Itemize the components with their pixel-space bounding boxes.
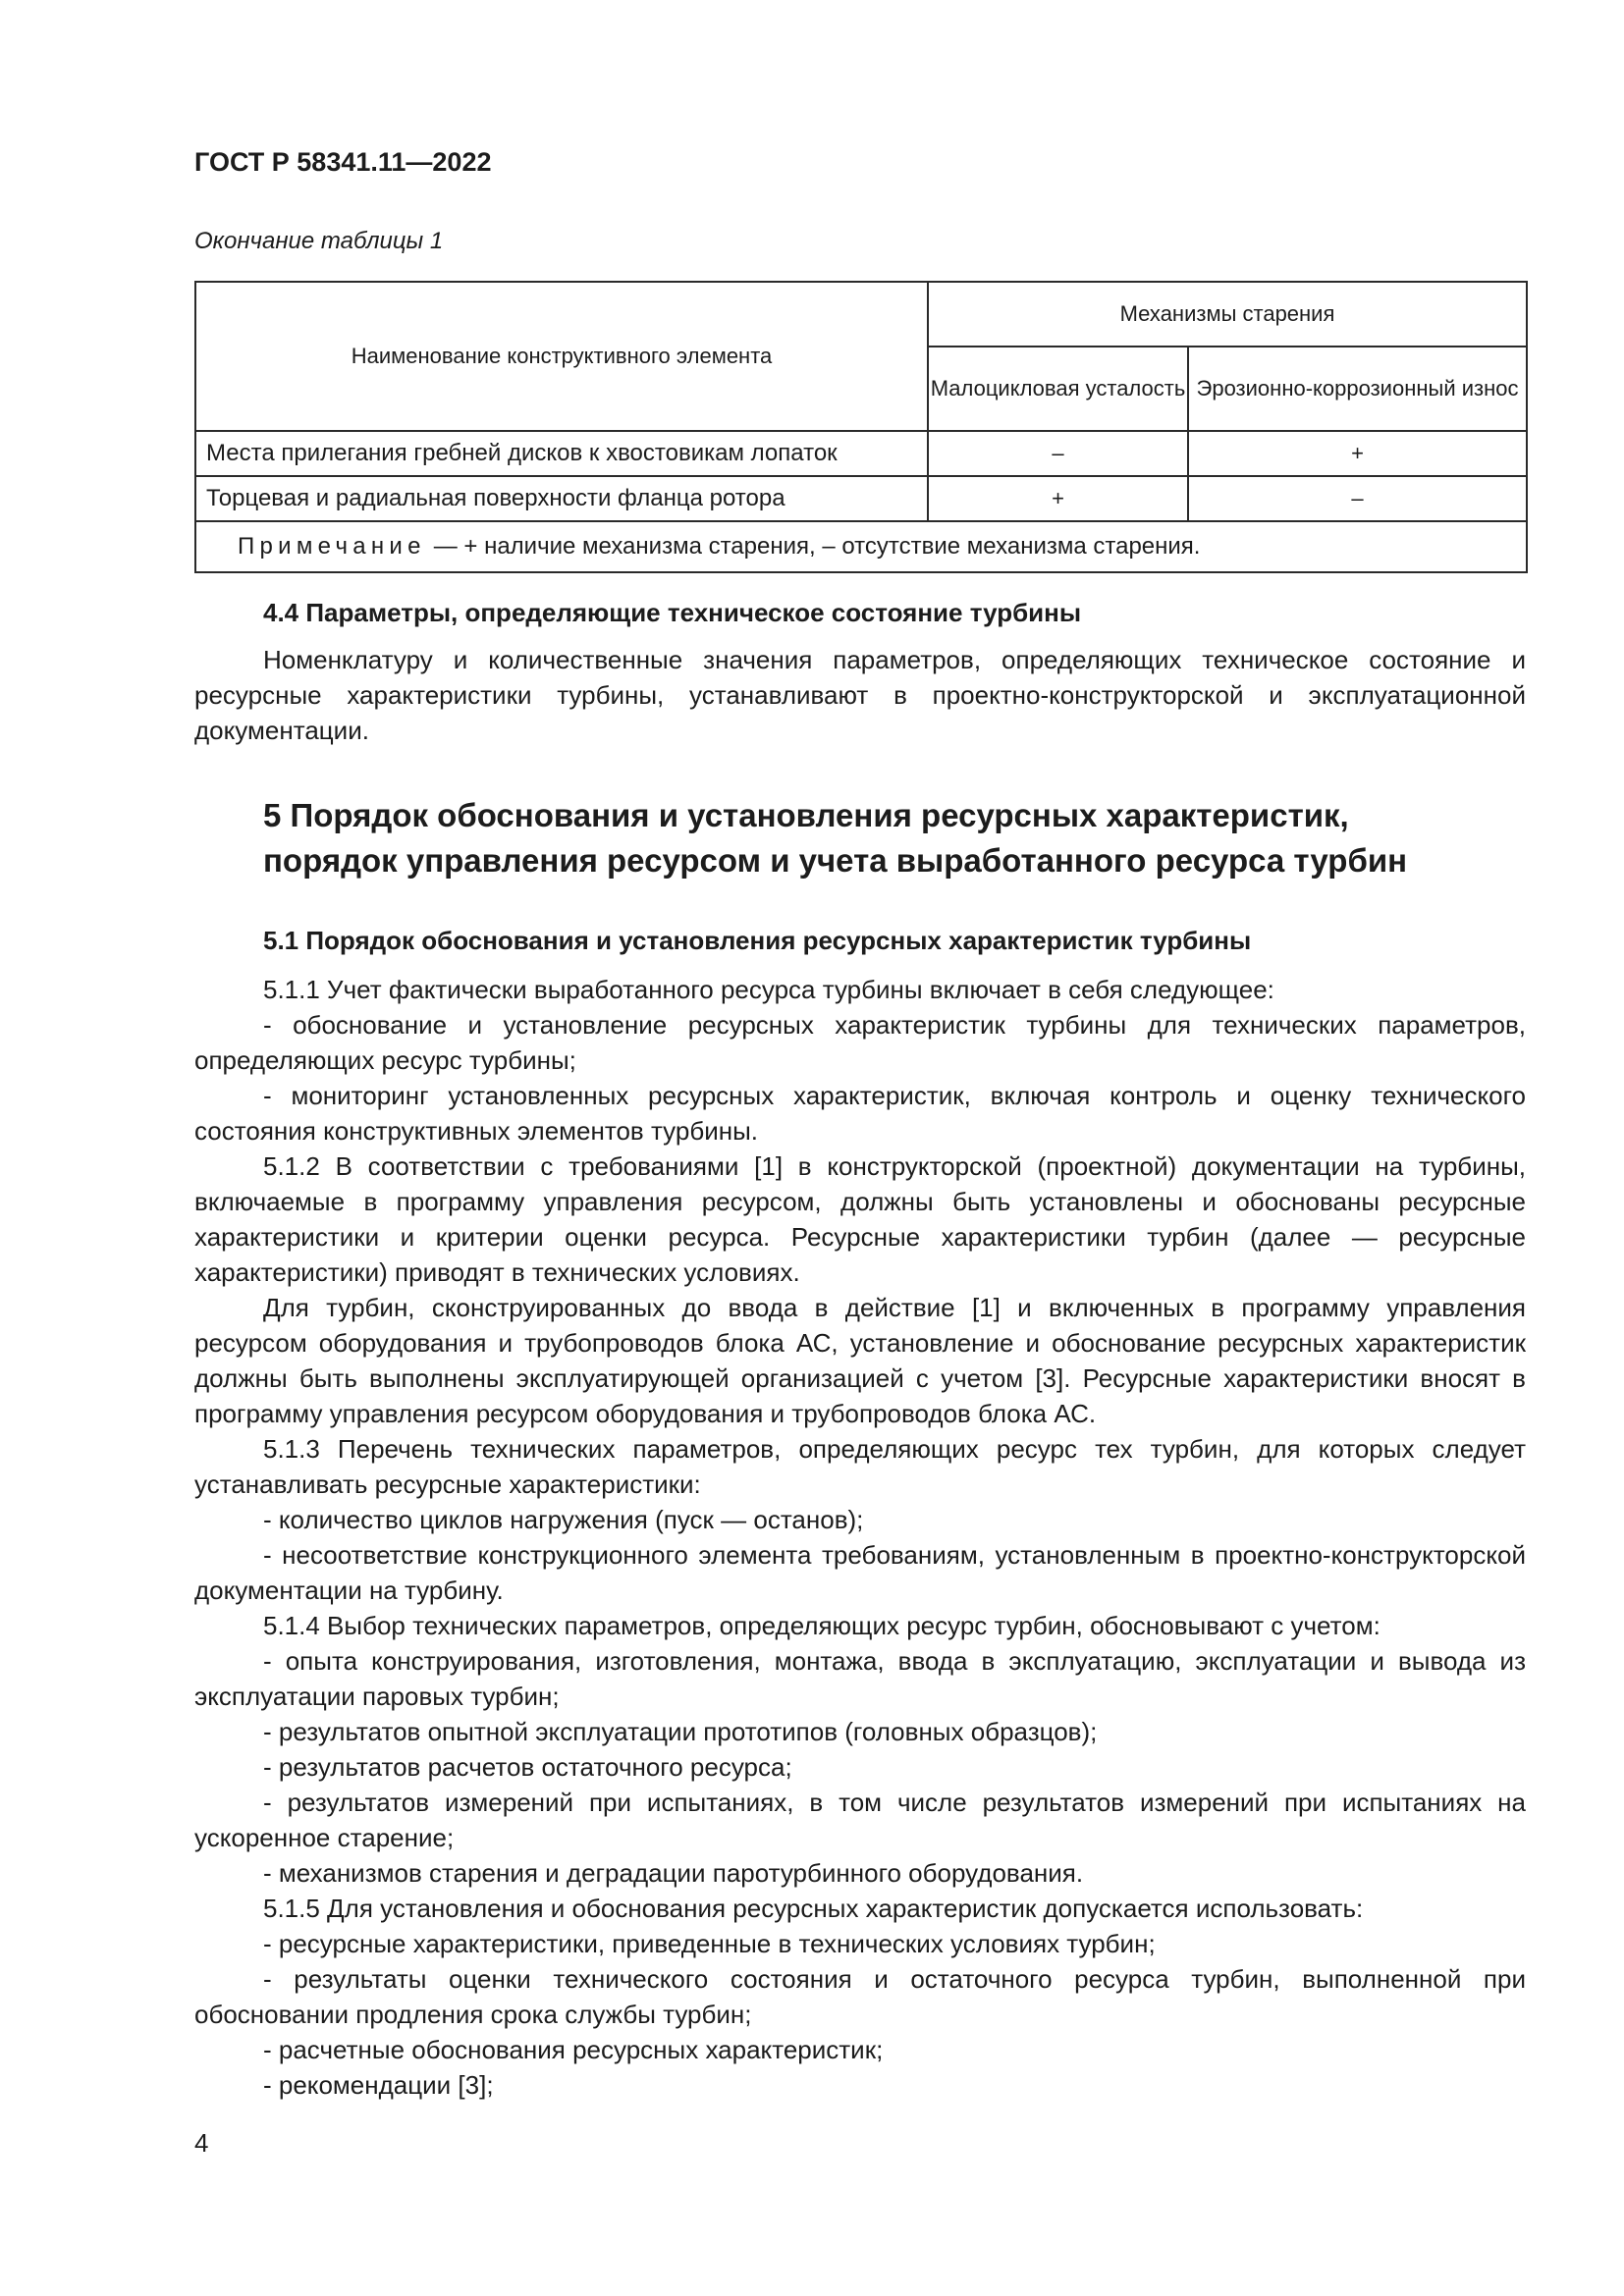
body-paragraph: - обоснование и установление ресурсных характеристик турбины для технических параметров, определяющих ресурс турбины; bbox=[194, 1010, 1526, 1075]
column-header-element-name: Наименование конструктивного элемента bbox=[195, 282, 928, 431]
table-row bbox=[195, 476, 1527, 521]
column-header-erosion-corrosion: Эрозионно-коррозионный износ bbox=[1188, 347, 1527, 431]
note-text: — + наличие механизма старения, – отсутствие механизма старения. bbox=[433, 533, 1201, 560]
table-caption: Окончание таблицы 1 bbox=[194, 228, 444, 254]
document-code: ГОСТ Р 58341.11—2022 bbox=[194, 147, 492, 177]
body-paragraph: - результатов опытной эксплуатации прототипов (головных образцов); bbox=[263, 1717, 1098, 1746]
section-4-4-text: Номенклатуру и количественные значения параметров, определяющих техническое состояние и ресурсные характеристики турбины, устанавливают в проектно-конструкторской и эксплуатационной документации. bbox=[194, 645, 1526, 745]
body-paragraph: - расчетные обоснования ресурсных характеристик; bbox=[263, 2035, 884, 2064]
body-paragraph: - количество циклов нагружения (пуск — останов); bbox=[263, 1505, 864, 1534]
section-5-title-line-1: 5 Порядок обоснования и установления ресурсных характеристик, bbox=[263, 797, 1349, 833]
body-paragraph: 5.1.3 Перечень технических параметров, определяющих ресурс тех турбин, для которых следует устанавливать ресурсные характеристики: bbox=[194, 1434, 1526, 1499]
body-paragraph: 5.1.1 Учет фактически выработанного ресурса турбины включает в себя следующее: bbox=[263, 975, 1274, 1004]
page-number: 4 bbox=[194, 2128, 209, 2158]
body-paragraph: Для турбин, сконструированных до ввода в действие [1] и включенных в программу управления ресурсом оборудования и трубопроводов блока АС, установление и обоснование ресурсных характеристик должны быть выполнены эксплуатирующей организацией с учетом [3]. Ресурсные характеристики вносят в программу управления ресурсом оборудования и трубопроводов блока АС. bbox=[194, 1293, 1526, 1428]
body-paragraph: - рекомендации [3]; bbox=[263, 2070, 494, 2100]
body-paragraph: - механизмов старения и деградации паротурбинного оборудования. bbox=[263, 1858, 1084, 1888]
note-label: Примечание bbox=[238, 533, 426, 560]
body-paragraph: 5.1.4 Выбор технических параметров, определяющих ресурс турбин, обосновывают с учетом: bbox=[263, 1611, 1380, 1640]
erosion-cell: + bbox=[1188, 431, 1527, 476]
body-paragraph: - результаты оценки технического состояния и остаточного ресурса турбин, выполненной при обосновании продления срока службы турбин; bbox=[194, 1964, 1526, 2029]
fatigue-cell: – bbox=[928, 431, 1188, 476]
section-4-4-title: 4.4 Параметры, определяющие техническое состояние турбины bbox=[263, 598, 1082, 627]
column-header-low-cycle-fatigue: Малоцикловая усталость bbox=[928, 347, 1188, 431]
body-paragraph: - результатов измерений при испытаниях, в том числе результатов измерений при испытаниях на ускоренное старение; bbox=[194, 1788, 1526, 1852]
erosion-cell: – bbox=[1188, 476, 1527, 521]
section-5-1-title: 5.1 Порядок обоснования и установления ресурсных характеристик турбины bbox=[263, 926, 1252, 955]
fatigue-cell: + bbox=[928, 476, 1188, 521]
section-5-heading bbox=[194, 793, 1526, 883]
body-paragraph: - мониторинг установленных ресурсных характеристик, включая контроль и оценку технического состояния конструктивных элементов турбины. bbox=[194, 1081, 1526, 1146]
body-paragraph: 5.1.2 В соответствии с требованиями [1] в конструкторской (проектной) документации на турбины, включаемые в программу управления ресурсом, должны быть установлены и обоснованы ресурсные характеристики и критерии оценки ресурса. Ресурсные характеристики турбин (далее — ресурсные характеристики) приводят в технических условиях. bbox=[194, 1151, 1526, 1287]
section-4-4 bbox=[194, 595, 1526, 748]
aging-mechanisms-table bbox=[194, 281, 1528, 573]
body-paragraph: - опыта конструирования, изготовления, монтажа, ввода в эксплуатацию, эксплуатации и вывода из эксплуатации паровых турбин; bbox=[194, 1646, 1526, 1711]
table-note bbox=[195, 521, 1527, 572]
section-5-title-line-2: порядок управления ресурсом и учета выработанного ресурса турбин bbox=[263, 842, 1408, 879]
body-paragraph: 5.1.5 Для установления и обоснования ресурсных характеристик допускается использовать: bbox=[263, 1894, 1364, 1923]
element-name-cell: Места прилегания гребней дисков к хвостовикам лопаток bbox=[195, 431, 928, 476]
section-5-1-body bbox=[194, 972, 1526, 2103]
body-paragraph: - результатов расчетов остаточного ресурса; bbox=[263, 1752, 792, 1782]
table-row bbox=[195, 431, 1527, 476]
section-5-1 bbox=[194, 923, 1526, 2103]
element-name-cell: Торцевая и радиальная поверхности фланца ротора bbox=[195, 476, 928, 521]
column-group-aging-mechanisms: Механизмы старения bbox=[928, 282, 1527, 347]
body-paragraph: - ресурсные характеристики, приведенные в технических условиях турбин; bbox=[263, 1929, 1156, 1958]
body-paragraph: - несоответствие конструкционного элемента требованиям, установленным в проектно-конструкторской документации на турбину. bbox=[194, 1540, 1526, 1605]
